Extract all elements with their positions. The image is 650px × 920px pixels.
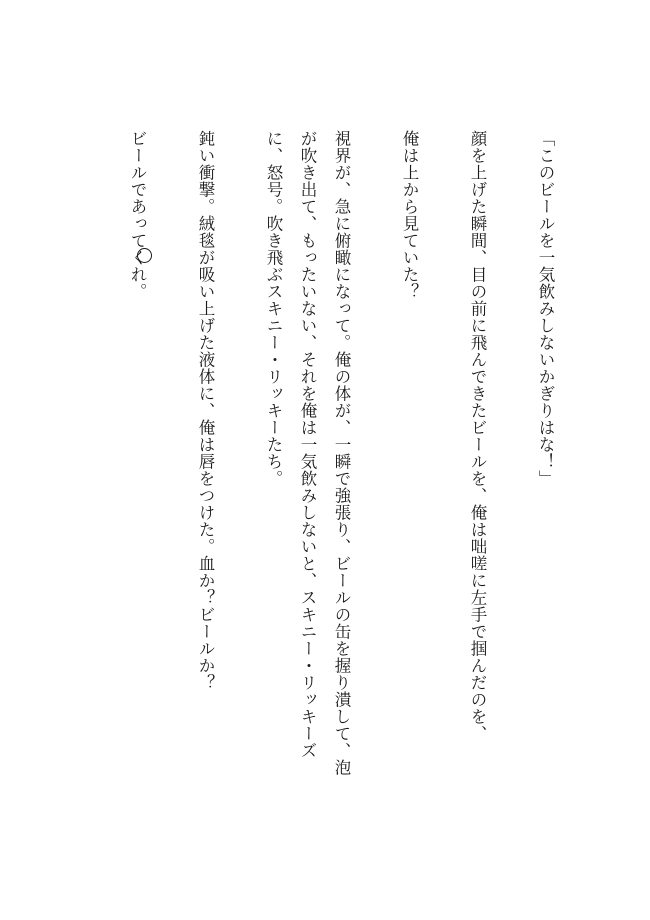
blank-line [154,130,188,790]
section-break-circle-icon [137,248,152,263]
vertical-text-block [120,130,562,790]
blank-line [358,130,392,790]
paragraph-3: 俺は上から見ていた？ [400,130,419,300]
paragraph-5: 鈍い衝撃。絨毯が吸い上げた液体に、俺は唇をつけた。血か？ビールか？ [196,130,215,691]
blank-line [426,130,460,790]
paragraph-6: ビールであってくれ。 [128,130,147,300]
paragraph-dialogue: 「このビールを一気飲みしないかぎりはな！」 [536,130,555,487]
blank-line [222,130,256,790]
paragraph-4: 視界が、急に俯瞰になって。俺の体が、一瞬で強張り、ビールの缶を握り潰して、泡が吹き出て、もったいない、それを俺は一気飲みしないと、スキニー・リッキーズに、怒号。吹き飛ぶスキニー・リッキーたち。 [264,130,351,776]
blank-line [494,130,528,790]
paragraph-2: 顔を上げた瞬間、目の前に飛んできたビールを、俺は咄嗟に左手で掴んだのを、 [468,130,487,742]
